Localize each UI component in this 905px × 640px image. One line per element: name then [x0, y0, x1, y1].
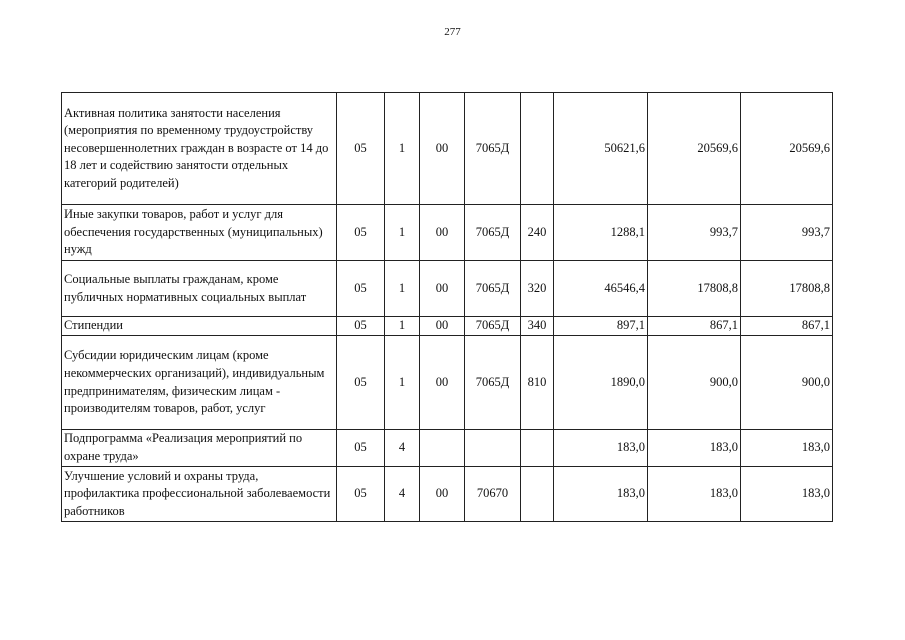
amount-cell-2: 900,0	[648, 336, 741, 430]
section-code-cell: 05	[337, 261, 385, 317]
budget-table	[61, 92, 833, 522]
program-code-cell: 1	[385, 93, 420, 205]
subprogram-code-cell	[420, 430, 465, 467]
subprogram-code-cell: 00	[420, 317, 465, 336]
amount-cell-1: 183,0	[554, 467, 648, 522]
target-item-cell: 70670	[465, 467, 521, 522]
target-item-cell: 7065Д	[465, 205, 521, 261]
amount-cell-1: 46546,4	[554, 261, 648, 317]
amount-cell-2: 17808,8	[648, 261, 741, 317]
expense-type-cell: 320	[521, 261, 554, 317]
amount-cell-3: 183,0	[741, 430, 833, 467]
program-code-cell: 1	[385, 336, 420, 430]
amount-cell-2: 867,1	[648, 317, 741, 336]
amount-cell-3: 20569,6	[741, 93, 833, 205]
amount-cell-1: 897,1	[554, 317, 648, 336]
table-row	[62, 205, 833, 261]
subprogram-code-cell: 00	[420, 261, 465, 317]
row-name-cell: Улучшение условий и охраны труда, профилактика профессиональной заболеваемости работников	[62, 467, 337, 522]
target-item-cell	[465, 430, 521, 467]
section-code-cell: 05	[337, 317, 385, 336]
amount-cell-3: 900,0	[741, 336, 833, 430]
section-code-cell: 05	[337, 467, 385, 522]
table-row	[62, 93, 833, 205]
program-code-cell: 1	[385, 205, 420, 261]
subprogram-code-cell: 00	[420, 93, 465, 205]
target-item-cell: 7065Д	[465, 317, 521, 336]
expense-type-cell: 340	[521, 317, 554, 336]
section-code-cell: 05	[337, 93, 385, 205]
program-code-cell: 1	[385, 261, 420, 317]
expense-type-cell	[521, 93, 554, 205]
amount-cell-3: 867,1	[741, 317, 833, 336]
target-item-cell: 7065Д	[465, 93, 521, 205]
row-name-cell: Субсидии юридическим лицам (кроме некоммерческих организаций), индивидуальным предпринимателям, физическим лицам - производителям товаров, работ, услуг	[62, 336, 337, 430]
amount-cell-1: 1288,1	[554, 205, 648, 261]
row-name-cell: Социальные выплаты гражданам, кроме публичных нормативных социальных выплат	[62, 261, 337, 317]
target-item-cell: 7065Д	[465, 261, 521, 317]
row-name-cell: Стипендии	[62, 317, 337, 336]
table-row	[62, 467, 833, 522]
row-name-cell: Активная политика занятости населения (мероприятия по временному трудоустройству несовершеннолетних граждан в возрасте от 14 до 18 лет и содействию занятости отдельных категорий родителей)	[62, 93, 337, 205]
subprogram-code-cell: 00	[420, 467, 465, 522]
amount-cell-1: 183,0	[554, 430, 648, 467]
expense-type-cell: 810	[521, 336, 554, 430]
amount-cell-3: 17808,8	[741, 261, 833, 317]
program-code-cell: 1	[385, 317, 420, 336]
table-row	[62, 336, 833, 430]
section-code-cell: 05	[337, 336, 385, 430]
amount-cell-2: 183,0	[648, 430, 741, 467]
amount-cell-3: 993,7	[741, 205, 833, 261]
expense-type-cell: 240	[521, 205, 554, 261]
section-code-cell: 05	[337, 430, 385, 467]
amount-cell-3: 183,0	[741, 467, 833, 522]
subprogram-code-cell: 00	[420, 336, 465, 430]
row-name-cell: Подпрограмма «Реализация мероприятий по охране труда»	[62, 430, 337, 467]
amount-cell-2: 183,0	[648, 467, 741, 522]
section-code-cell: 05	[337, 205, 385, 261]
expense-type-cell	[521, 467, 554, 522]
table-row	[62, 317, 833, 336]
row-name-cell: Иные закупки товаров, работ и услуг для обеспечения государственных (муниципальных) нужд	[62, 205, 337, 261]
subprogram-code-cell: 00	[420, 205, 465, 261]
table-row	[62, 430, 833, 467]
page-number: 277	[444, 26, 461, 38]
program-code-cell: 4	[385, 430, 420, 467]
amount-cell-1: 50621,6	[554, 93, 648, 205]
amount-cell-1: 1890,0	[554, 336, 648, 430]
amount-cell-2: 20569,6	[648, 93, 741, 205]
expense-type-cell	[521, 430, 554, 467]
program-code-cell: 4	[385, 467, 420, 522]
amount-cell-2: 993,7	[648, 205, 741, 261]
table-row	[62, 261, 833, 317]
target-item-cell: 7065Д	[465, 336, 521, 430]
